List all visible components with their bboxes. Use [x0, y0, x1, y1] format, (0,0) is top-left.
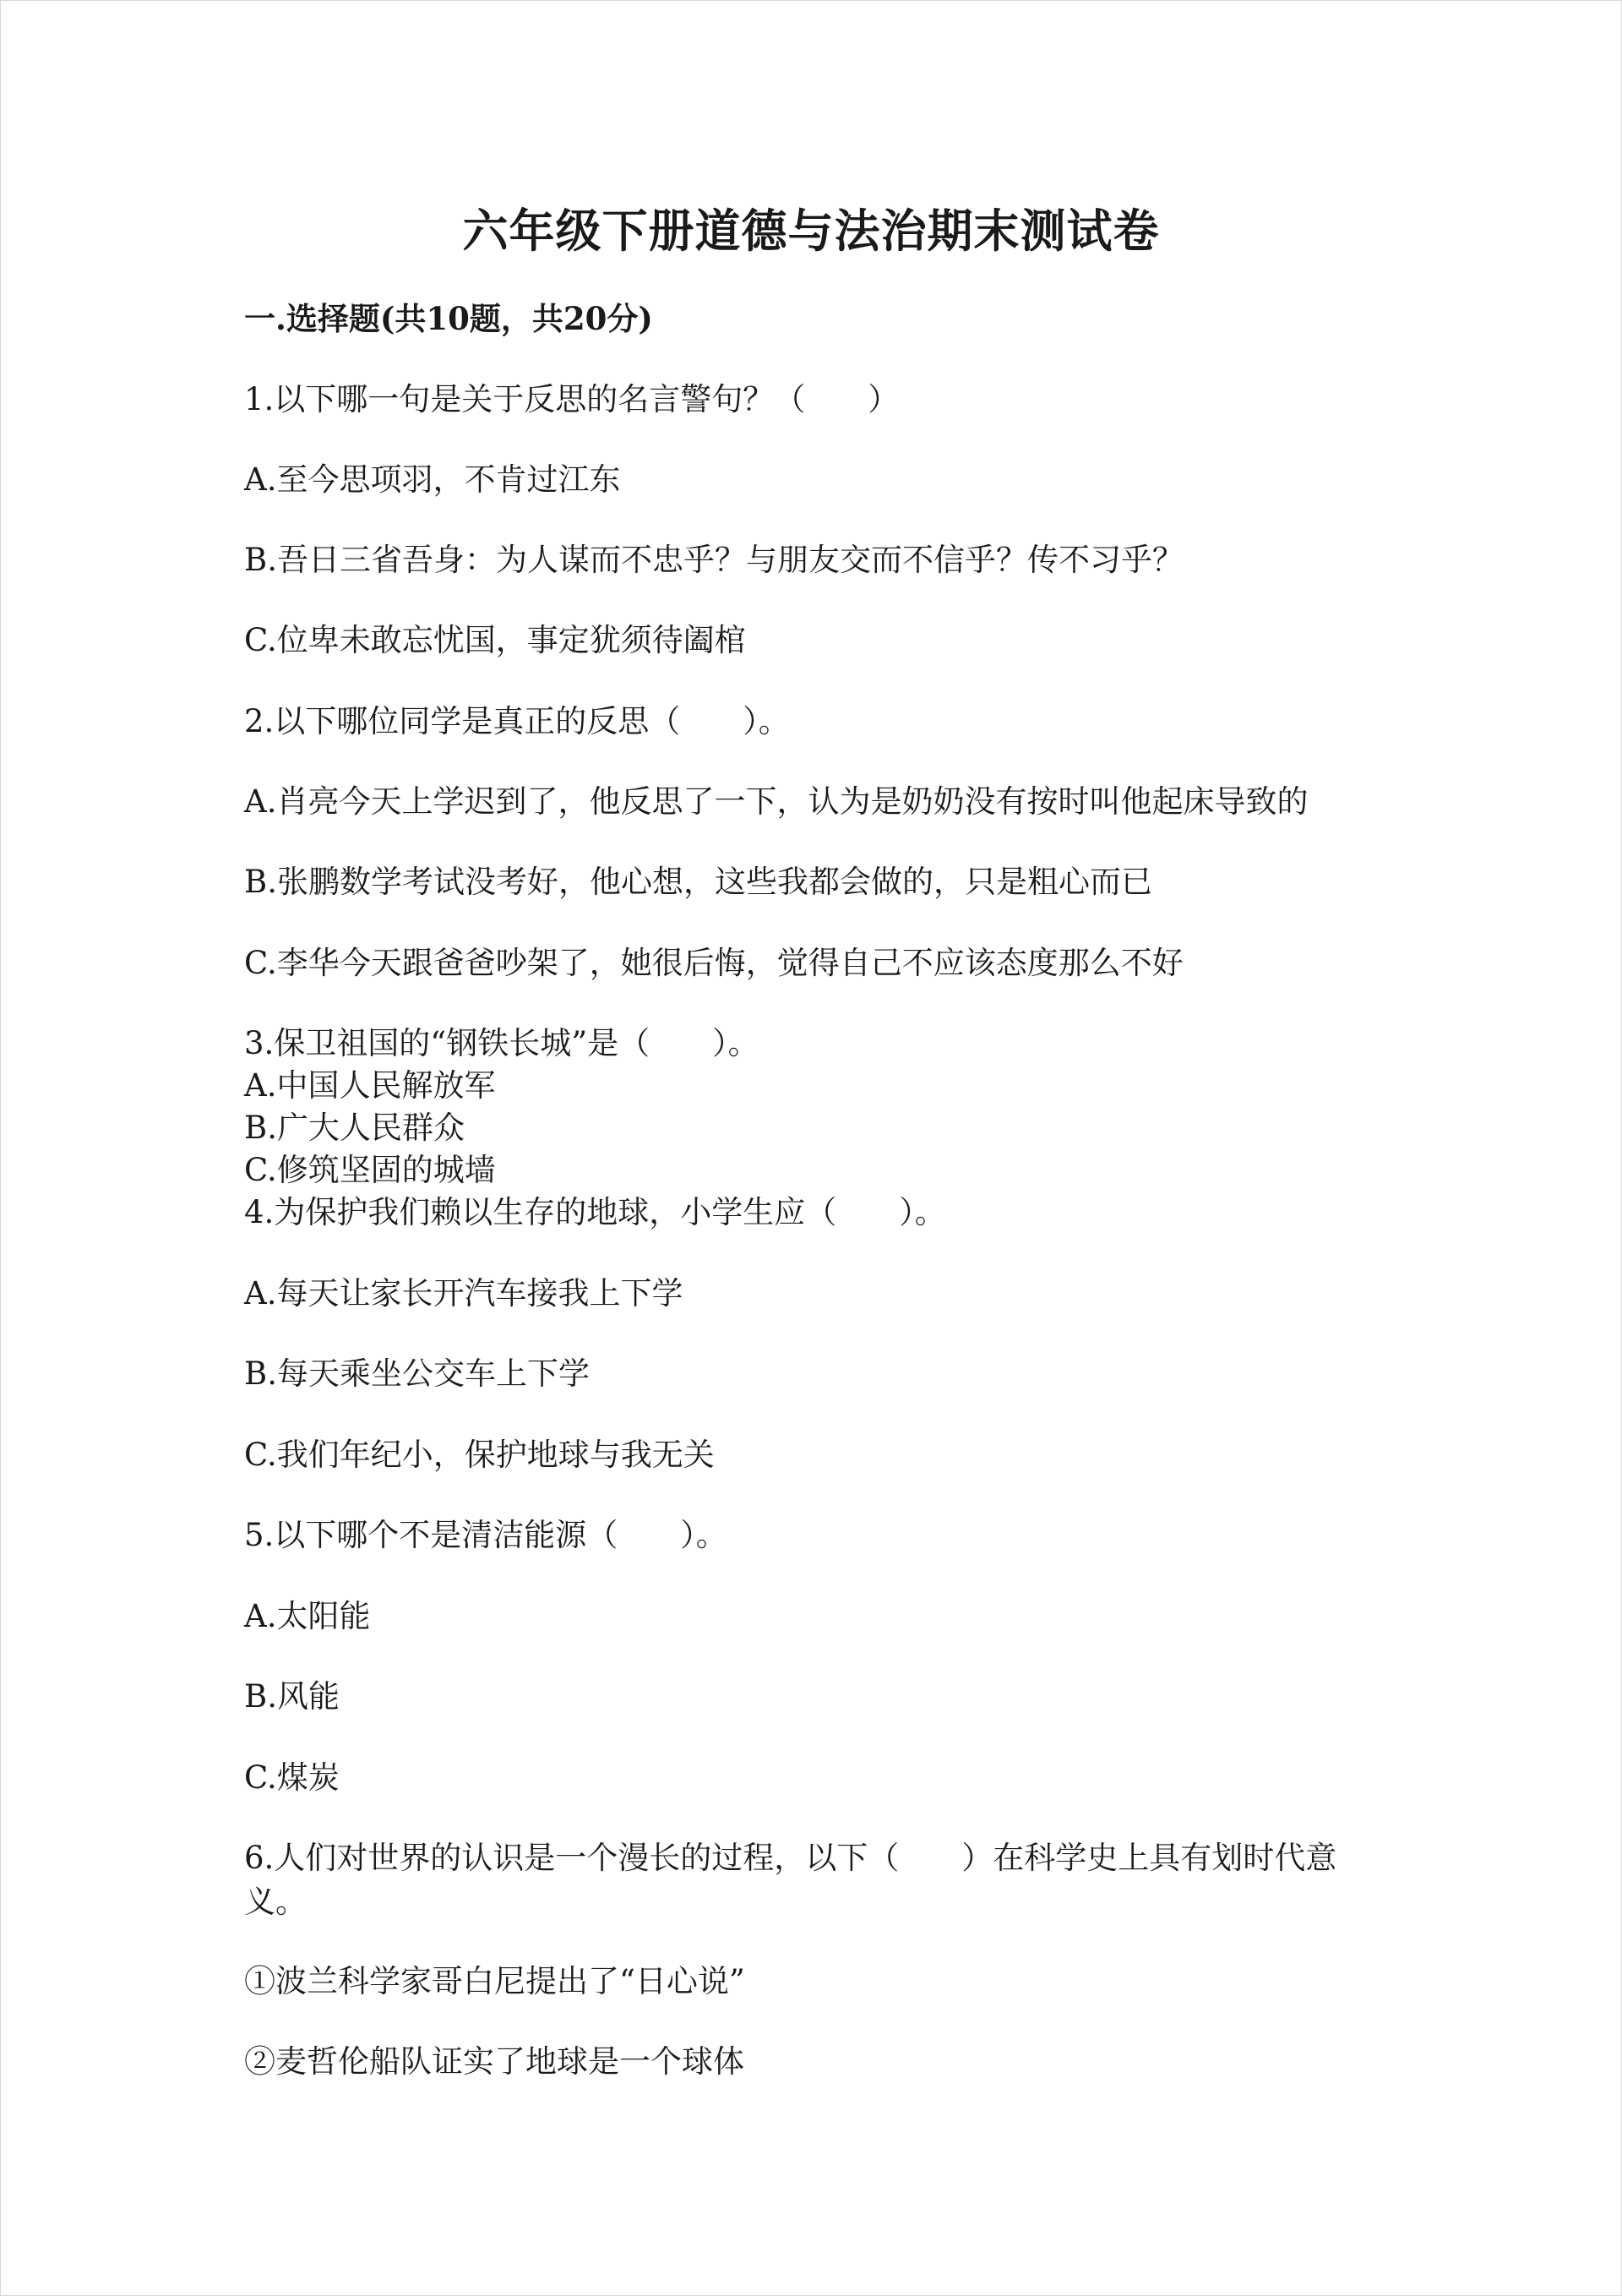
- section-heading: 一.选择题(共10题，共20分): [244, 300, 653, 337]
- question-2-option-b: B.张鹏数学考试没考好，他心想，这些我都会做的，只是粗心而已: [244, 864, 1152, 900]
- question-6-item-1: ①波兰科学家哥白尼提出了“日心说”: [244, 1963, 745, 1999]
- page-title: 六年级下册道德与法治期末测试卷: [462, 204, 1160, 258]
- question-4-stem: 4.为保护我们赖以生存的地球，小学生应（ ）。: [244, 1194, 946, 1230]
- question-6-stem-continued: 义。: [244, 1884, 307, 1920]
- question-5-option-c: C.煤炭: [244, 1759, 340, 1796]
- question-4-option-b: B.每天乘坐公交车上下学: [244, 1355, 590, 1392]
- question-5-option-b: B.风能: [244, 1678, 340, 1715]
- question-3-option-b: B.广大人民群众: [244, 1110, 465, 1146]
- question-1-option-a: A.至今思项羽，不肯过江东: [244, 461, 621, 498]
- question-3-stem: 3.保卫祖国的“钢铁长城”是（ ）。: [244, 1025, 759, 1061]
- question-6-stem: 6.人们对世界的认识是一个漫长的过程，以下（ ）在科学史上具有划时代意: [244, 1840, 1337, 1876]
- question-2-option-c: C.李华今天跟爸爸吵架了，她很后悔，觉得自己不应该态度那么不好: [244, 945, 1184, 981]
- question-2-stem: 2.以下哪位同学是真正的反思（ ）。: [244, 703, 790, 739]
- question-5-option-a: A.太阳能: [244, 1598, 371, 1634]
- question-3-option-c: C.修筑坚固的城墙: [244, 1152, 496, 1188]
- question-4-option-a: A.每天让家长开汽车接我上下学: [244, 1275, 683, 1312]
- question-4-option-c: C.我们年纪小，保护地球与我无关: [244, 1437, 715, 1473]
- question-1-stem: 1.以下哪一句是关于反思的名言警句？（ ）: [244, 381, 900, 417]
- question-1-option-b: B.吾日三省吾身：为人谋而不忠乎？与朋友交而不信乎？传不习乎？: [244, 542, 1184, 578]
- question-3-option-a: A.中国人民解放军: [244, 1067, 496, 1104]
- question-1-option-c: C.位卑未敢忘忧国，事定犹须待阖棺: [244, 622, 746, 658]
- question-2-option-a: A.肖亮今天上学迟到了，他反思了一下，认为是奶奶没有按时叫他起床导致的: [244, 783, 1309, 820]
- question-5-stem: 5.以下哪个不是清洁能源（ ）。: [244, 1517, 727, 1553]
- question-6-item-2: ②麦哲伦船队证实了地球是一个球体: [244, 2043, 744, 2080]
